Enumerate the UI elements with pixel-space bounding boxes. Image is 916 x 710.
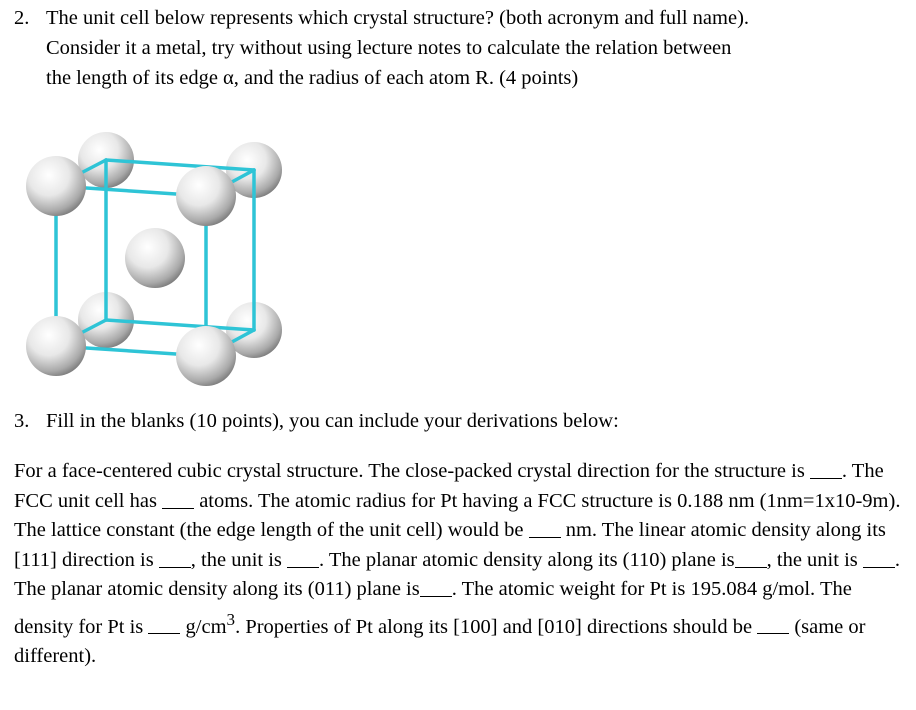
para-text: g/cm xyxy=(180,615,227,638)
para-text: atoms. The atomic radius for Pt having a FCC structure is 0.188 nm (1nm=1x10-9m). The lattice constant (the edge length of the unit cell) would be xyxy=(14,489,901,541)
question-3 xyxy=(14,406,894,436)
superscript-3: 3 xyxy=(226,609,236,629)
blank-close-packed-direction[interactable] xyxy=(810,460,842,479)
atom-body-center xyxy=(125,228,185,288)
atom-front-bottom-right xyxy=(176,326,236,386)
question-3-number: 3. xyxy=(14,410,30,432)
para-text: . Properties of Pt along its [100] and [010] directions should be xyxy=(235,615,758,638)
blank-atoms-per-cell[interactable] xyxy=(162,490,194,509)
blank-planar-density-011[interactable] xyxy=(420,578,452,597)
para-text: , the unit is xyxy=(190,548,288,571)
para-text: . The FCC unit cell has xyxy=(14,460,884,512)
para-text: , the unit is xyxy=(766,548,863,571)
para-text: . The atomic weight for Pt is 195.084 g/mol. The density for Pt is xyxy=(14,578,852,638)
question-2-line-3: the length of its edge α, and the radius of each atom R. (4 points) xyxy=(46,67,579,89)
question-2 xyxy=(14,3,894,93)
para-text: nm. The linear atomic density along its [111] direction is xyxy=(14,519,886,571)
question-2-line-1: The unit cell below represents which crystal structure? (both acronym and full name). xyxy=(46,7,750,29)
blank-lattice-constant[interactable] xyxy=(529,519,561,538)
atom-front-top-left xyxy=(26,156,86,216)
question-2-line-2: Consider it a metal, try without using lecture notes to calculate the relation between xyxy=(46,37,732,59)
blank-same-or-different[interactable] xyxy=(757,615,789,634)
question-2-number: 2. xyxy=(14,7,30,29)
para-text: . The planar atomic density along its (110) plane is xyxy=(319,548,735,571)
question-3-text: Fill in the blanks (10 points), you can include your derivations below: xyxy=(46,410,619,432)
blank-planar-density-110[interactable] xyxy=(735,549,767,568)
bcc-unit-cell-figure xyxy=(20,128,290,390)
blank-linear-density[interactable] xyxy=(159,549,191,568)
blank-linear-density-unit[interactable] xyxy=(287,549,319,568)
atom-front-bottom-left xyxy=(26,316,86,376)
blank-density[interactable] xyxy=(148,615,180,634)
blank-planar-density-unit[interactable] xyxy=(863,549,895,568)
fill-in-paragraph xyxy=(14,457,904,671)
para-text: For a face-centered cubic crystal structure. The close-packed crystal direction for the structure is xyxy=(14,460,810,482)
para-text: . The planar atomic density along its (011) plane is xyxy=(14,548,900,600)
para-text: (same or different). xyxy=(14,615,866,667)
atom-front-top-right xyxy=(176,166,236,226)
